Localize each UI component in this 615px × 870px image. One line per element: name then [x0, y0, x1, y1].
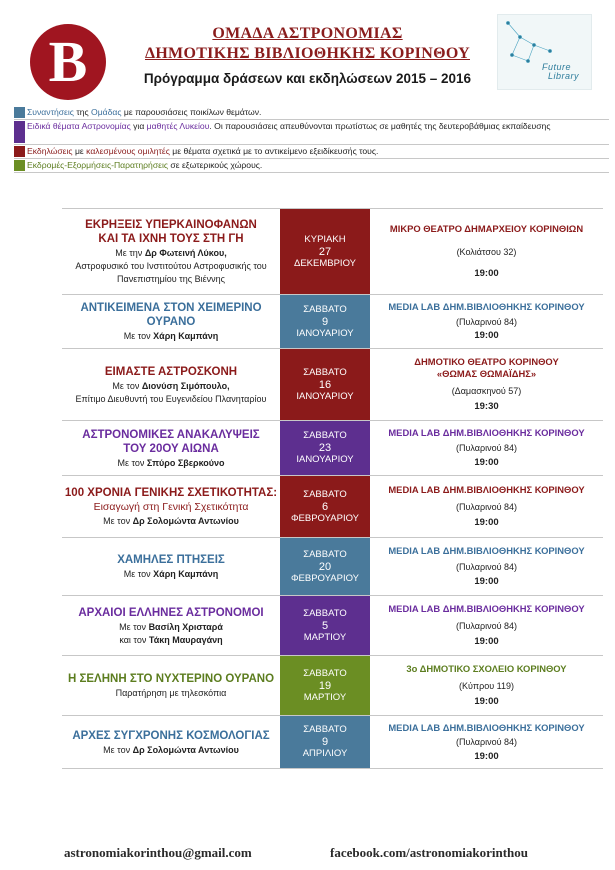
event-venue — [372, 427, 601, 439]
event-date-number: 16 — [318, 378, 332, 391]
event-time: 19:00 — [474, 330, 499, 342]
event-date — [280, 476, 370, 537]
event-address: (Πυλαρινού 84) — [455, 620, 518, 631]
speaker-prefix: Με τον — [103, 516, 133, 526]
speaker-prefix: Με την — [115, 248, 145, 258]
legend-text — [27, 160, 262, 171]
events-table — [62, 208, 603, 769]
legend-mid: με — [72, 146, 87, 156]
venue-line: MEDIA LAB ΔΗΜ.ΒΙΒΛΙΟΘΗΚΗΣ ΚΟΡΙΝΘΟΥ — [388, 544, 585, 556]
event-speaker — [64, 568, 278, 580]
event-time: 19:00 — [474, 695, 499, 707]
event-day: ΣΑΒΒΑΤΟ — [303, 724, 347, 735]
event-month: ΔΕΚΕΜΒΡΙΟΥ — [293, 257, 356, 269]
legend-mid: για — [130, 121, 147, 131]
event-address: (Πυλαρινού 84) — [455, 501, 518, 512]
event-venue — [372, 484, 601, 496]
event-month: ΙΑΝΟΥΑΡΙΟΥ — [296, 327, 354, 339]
legend-highlight-2: Ομάδας — [91, 107, 122, 117]
event-row — [62, 475, 603, 537]
future-library-text — [542, 63, 579, 81]
event-location — [370, 596, 603, 655]
legend-mid: της — [73, 107, 92, 117]
event-speaker — [64, 687, 278, 699]
event-day: ΣΑΒΒΑΤΟ — [303, 607, 347, 619]
event-title: ΤΟΥ 20ΟΥ ΑΙΩΝΑ — [123, 442, 219, 455]
event-info — [62, 716, 280, 768]
event-date — [280, 656, 370, 715]
speaker-text: Παρατήρηση με τηλεσκόπια — [115, 688, 227, 698]
legend — [14, 106, 609, 173]
legend-rest: με θέματα σχετικά με το αντικείμενο εξειδίκευσής τους. — [169, 146, 379, 156]
event-day: ΣΑΒΒΑΤΟ — [303, 430, 347, 441]
page-title — [120, 24, 495, 64]
legend-swatch — [14, 121, 25, 143]
event-info — [62, 209, 280, 294]
legend-swatch — [14, 160, 25, 171]
event-title: ΑΣΤΡΟΝΟΜΙΚΕΣ ΑΝΑΚΑΛΥΨΕΙΣ — [82, 428, 260, 441]
event-info — [62, 538, 280, 595]
event-month: ΜΑΡΤΙΟΥ — [303, 691, 347, 703]
speaker-name: Δρ Σολομώντα Αντωνίου — [132, 516, 239, 526]
event-title: ΑΝΤΙΚΕΙΜΕΝΑ ΣΤΟΝ ΧΕΙΜΕΡΙΝΟ ΟΥΡΑΝΟ — [80, 302, 262, 328]
venue-line: MEDIA LAB ΔΗΜ.ΒΙΒΛΙΟΘΗΚΗΣ ΚΟΡΙΝΘΟΥ — [388, 483, 585, 495]
event-address: (Πυλαρινού 84) — [455, 737, 518, 747]
event-location — [370, 349, 603, 420]
event-month: ΑΠΡΙΛΙΟΥ — [302, 748, 348, 759]
event-address: (Κύπρου 119) — [458, 680, 515, 691]
event-row — [62, 294, 603, 348]
event-address: (Πυλαρινού 84) — [455, 561, 518, 572]
event-title: ΑΡΧΑΙΟΙ ΕΛΛΗΝΕΣ ΑΣΤΡΟΝΟΜΟΙ — [78, 606, 264, 619]
event-info — [62, 349, 280, 420]
event-day: ΣΑΒΒΑΤΟ — [303, 548, 347, 560]
event-day: ΚΥΡΙΑΚΗ — [304, 233, 346, 245]
event-row — [62, 420, 603, 475]
event-row — [62, 715, 603, 769]
event-location — [370, 421, 603, 475]
event-address: (Πυλαρινού 84) — [455, 443, 518, 453]
legend-highlight: Εκδρομές-Εξορμήσεις-Παρατηρήσεις — [27, 160, 169, 170]
venue-line: MEDIA LAB ΔΗΜ.ΒΙΒΛΙΟΘΗΚΗΣ ΚΟΡΙΝΘΟΥ — [388, 300, 585, 312]
event-date — [280, 538, 370, 595]
event-time: 19:30 — [474, 400, 499, 412]
speaker-name: Χάρη Καμπάνη — [153, 569, 219, 579]
event-address: (Δαμασκηνού 57) — [451, 385, 522, 396]
event-date-number: 9 — [321, 736, 329, 748]
event-venue — [372, 545, 601, 557]
speaker-name: Διονύση Σιμόπουλο, — [141, 380, 230, 391]
event-title: 100 ΧΡΟΝΙΑ ΓΕΝΙΚΗΣ ΣΧΕΤΙΚΟΤΗΤΑΣ: — [64, 487, 278, 499]
event-date — [280, 295, 370, 348]
event-time: 19:00 — [474, 457, 499, 468]
event-date-number: 6 — [321, 500, 329, 513]
event-title: Η ΣΕΛΗΝΗ ΣΤΟ ΝΥΧΤΕΡΙΝΟ ΟΥΡΑΝΟ — [67, 673, 275, 685]
legend-row — [14, 145, 609, 159]
speaker-name: Δρ Σολομώντα Αντωνίου — [132, 744, 239, 755]
future-library-logo — [497, 14, 592, 90]
venue-line: 3ο ΔΗΜΟΤΙΚΟ ΣΧΟΛΕΙΟ ΚΟΡΙΝΘΟΥ — [406, 663, 567, 675]
event-time: 19:00 — [474, 635, 499, 647]
event-info — [62, 476, 280, 537]
event-title: ΚΑΙ ΤΑ ΙΧΝΗ ΤΟΥΣ ΣΤΗ ΓΗ — [98, 233, 244, 245]
event-time: 19:00 — [474, 576, 499, 588]
logo-letter: B — [48, 29, 88, 94]
event-speaker — [64, 744, 278, 756]
event-speaker — [64, 330, 278, 342]
event-title: ΑΡΧΕΣ ΣΥΓΧΡΟΝΗΣ ΚΟΣΜΟΛΟΓΙΑΣ — [72, 729, 270, 742]
event-time: 19:00 — [474, 517, 499, 529]
legend-swatch — [14, 107, 25, 118]
event-row — [62, 348, 603, 420]
event-date-number: 5 — [321, 619, 329, 632]
event-venue — [372, 356, 601, 380]
venue-line: ΜΙΚΡΟ ΘΕΑΤΡΟ ΔΗΜΑΡΧΕΙΟΥ ΚΟΡΙΝΘΙΩΝ — [389, 222, 584, 234]
event-speaker-2 — [64, 634, 278, 646]
speaker-name: Σπύρο Σβερκούνο — [146, 457, 225, 468]
speaker-affiliation: Επίτιμο Διευθυντή του Ευγενιδείου Πλανηταρίου — [75, 393, 267, 404]
speaker-name: Τάκη Μαυραγάνη — [148, 634, 223, 645]
event-info — [62, 656, 280, 715]
event-row — [62, 208, 603, 294]
club-logo — [30, 24, 106, 100]
event-info — [62, 421, 280, 475]
venue-line: «ΘΩΜΑΣ ΘΩΜΑΪΔΗΣ» — [436, 368, 537, 380]
event-location — [370, 476, 603, 537]
event-date — [280, 209, 370, 294]
event-day: ΣΑΒΒΑΤΟ — [303, 366, 347, 378]
legend-highlight-2: καλεσμένους ομιλητές — [86, 146, 170, 156]
event-speaker — [64, 515, 278, 527]
speaker-affiliation: Πανεπιστημίου της Βιέννης — [117, 274, 225, 284]
event-venue — [372, 603, 601, 615]
footer-facebook[interactable]: facebook.com/astronomiakorinthou — [330, 845, 529, 860]
future-library-line-1: Future — [542, 62, 572, 72]
event-title: ΕΙΜΑΣΤΕ ΑΣΤΡΟΣΚΟΝΗ — [104, 365, 238, 378]
venue-line: MEDIA LAB ΔΗΜ.ΒΙΒΛΙΟΘΗΚΗΣ ΚΟΡΙΝΘΟΥ — [388, 603, 585, 615]
speaker-prefix: Με τον — [119, 621, 149, 632]
speaker-prefix: Με τον — [103, 744, 133, 755]
event-day: ΣΑΒΒΑΤΟ — [303, 667, 347, 679]
legend-row — [14, 120, 609, 145]
event-title: ΧΑΜΗΛΕΣ ΠΤΗΣΕΙΣ — [117, 554, 225, 566]
event-month: ΦΕΒΡΟΥΑΡΙΟΥ — [290, 572, 360, 584]
event-address: (Κολιάτσου 32) — [456, 246, 517, 257]
event-info — [62, 295, 280, 348]
legend-rest: σε εξωτερικούς χώρους. — [168, 160, 263, 170]
event-venue — [372, 301, 601, 313]
legend-highlight-2: μαθητές Λυκείου — [146, 121, 210, 131]
event-month: ΦΕΒΡΟΥΑΡΙΟΥ — [290, 512, 360, 524]
event-time: 19:00 — [474, 750, 499, 762]
event-speaker — [64, 380, 278, 392]
speaker-name: Βασίλη Χρισταρά — [148, 621, 223, 632]
event-row — [62, 655, 603, 715]
speaker-name: Δρ Φωτεινή Λύκου, — [144, 248, 227, 258]
event-info — [62, 596, 280, 655]
legend-swatch — [14, 146, 25, 157]
event-date — [280, 716, 370, 768]
speaker-name: Χάρη Καμπάνη — [153, 331, 219, 341]
event-location — [370, 538, 603, 595]
event-row — [62, 595, 603, 655]
event-date — [280, 596, 370, 655]
footer-email[interactable]: astronomiakorinthou@gmail.com — [64, 845, 252, 860]
event-location — [370, 295, 603, 348]
legend-highlight: Εκδηλώσεις — [27, 146, 73, 156]
legend-text — [27, 121, 550, 132]
legend-text — [27, 146, 378, 157]
event-month: ΙΑΝΟΥΑΡΙΟΥ — [296, 454, 354, 465]
event-venue — [372, 663, 601, 675]
event-speaker — [64, 247, 278, 259]
event-date-number: 23 — [318, 442, 332, 454]
legend-highlight: Συναντήσεις — [27, 107, 74, 117]
event-date-number: 19 — [318, 679, 332, 692]
venue-line: MEDIA LAB ΔΗΜ.ΒΙΒΛΙΟΘΗΚΗΣ ΚΟΡΙΝΘΟΥ — [388, 721, 585, 733]
event-title: ΕΚΡΗΞΕΙΣ ΥΠΕΡΚΑΙΝΟΦΑΝΩΝ — [85, 219, 257, 231]
legend-row — [14, 106, 609, 120]
legend-row — [14, 159, 609, 173]
venue-line: MEDIA LAB ΔΗΜ.ΒΙΒΛΙΟΘΗΚΗΣ ΚΟΡΙΝΘΟΥ — [388, 427, 585, 438]
event-subtitle: Εισαγωγή στη Γενική Σχετικότητα — [93, 501, 249, 513]
event-month: ΜΑΡΤΙΟΥ — [303, 631, 347, 643]
legend-text — [27, 107, 261, 118]
legend-highlight: Ειδικά θέματα Αστρονομίας — [27, 121, 131, 131]
event-speaker — [64, 621, 278, 633]
legend-rest: . Οι παρουσιάσεις απευθύνονται πρωτίστως σε μαθητές της δευτεροβάθμιας εκπαίδευσης — [209, 121, 551, 131]
event-date-number: 9 — [321, 315, 329, 328]
speaker-affiliation: Αστροφυσικό του Ινστιτούτου Αστροφυσικής του — [75, 261, 267, 271]
title-line-2: ΔΗΜΟΤΙΚΗΣ ΒΙΒΛΙΟΘΗΚΗΣ ΚΟΡΙΝΘΟΥ — [144, 45, 470, 62]
event-time: 19:00 — [474, 268, 499, 280]
event-date-number: 20 — [318, 560, 332, 573]
event-location — [370, 656, 603, 715]
event-venue — [372, 722, 601, 734]
speaker-prefix: Με τον — [117, 457, 147, 468]
page-subtitle: Πρόγραμμα δράσεων και εκδηλώσεων 2015 – 2016 — [143, 71, 472, 86]
legend-rest: με παρουσιάσεις ποικίλων θεμάτων. — [121, 107, 262, 117]
event-date-number: 27 — [318, 245, 332, 258]
venue-line: ΔΗΜΟΤΙΚΟ ΘΕΑΤΡΟ ΚΟΡΙΝΘΟΥ — [414, 356, 559, 368]
event-date — [280, 349, 370, 420]
speaker-prefix: Με τον — [123, 569, 154, 579]
speaker-prefix: και τον — [119, 634, 149, 645]
event-location — [370, 716, 603, 768]
event-venue — [372, 223, 601, 235]
speaker-prefix: Με τον — [112, 380, 142, 391]
event-month: ΙΑΝΟΥΑΡΙΟΥ — [296, 390, 354, 402]
event-date — [280, 421, 370, 475]
event-day: ΣΑΒΒΑΤΟ — [303, 303, 347, 315]
future-library-line-2: Library — [548, 71, 580, 81]
title-line-1: ΟΜΑΔΑ ΑΣΤΡΟΝΟΜΙΑΣ — [212, 25, 403, 42]
speaker-prefix: Με τον — [123, 331, 154, 341]
event-row — [62, 537, 603, 595]
event-location — [370, 209, 603, 294]
event-speaker — [64, 457, 278, 469]
event-address: (Πυλαρινού 84) — [455, 316, 518, 327]
event-day: ΣΑΒΒΑΤΟ — [303, 488, 347, 500]
